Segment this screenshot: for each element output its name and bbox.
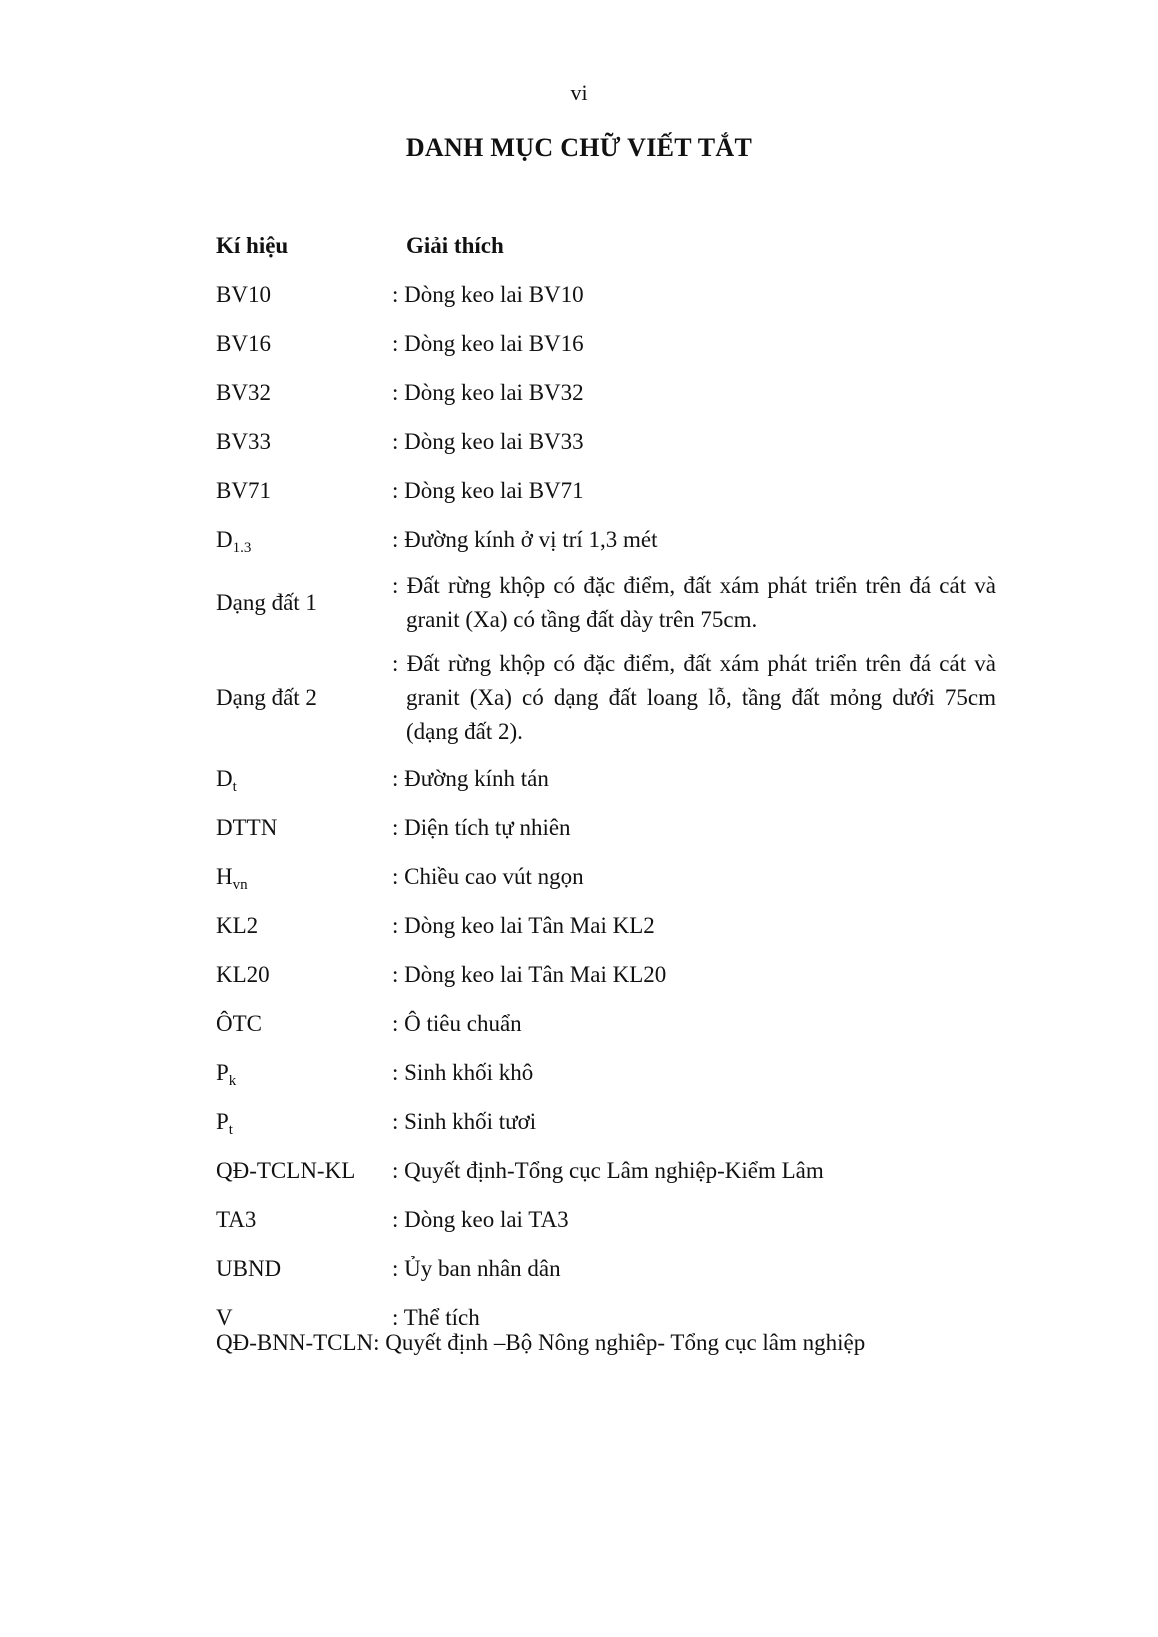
table-row (216, 319, 996, 368)
abbr-code: QĐ-TCLN-KL (216, 1157, 356, 1183)
table-row (216, 803, 996, 852)
abbr-code: $P_k$ (216, 1059, 237, 1089)
abbr-code: ÔTC (216, 1010, 262, 1036)
abbr-subscript: t (228, 1121, 233, 1138)
table-row (216, 754, 996, 803)
abbr-desc: : Dòng keo lai Tân Mai KL2 (392, 912, 655, 938)
abbr-code: BV33 (216, 428, 271, 454)
abbr-desc: : Sinh khối khô (392, 1059, 534, 1085)
abbr-code: $D_{1.3}$ (216, 526, 252, 556)
abbr-code: TA3 (216, 1206, 257, 1232)
abbr-subscript: vn (232, 876, 248, 893)
abbr-desc: : Ủy ban nhân dân (392, 1255, 561, 1281)
abbreviation-table (216, 222, 996, 1342)
abbr-code: BV32 (216, 379, 271, 405)
abbr-code: KL2 (216, 912, 259, 938)
table-header-row (216, 222, 996, 270)
abbr-code: BV10 (216, 281, 271, 307)
abbr-desc: : Đường kính ở vị trí 1,3 mét (392, 526, 658, 552)
abbr-code: UBND (216, 1255, 282, 1281)
table-row (216, 999, 996, 1048)
table-row (216, 1244, 996, 1293)
abbr-desc: : Đường kính tán (392, 765, 549, 791)
table-row (216, 852, 996, 901)
abbr-subscript: t (232, 778, 237, 795)
abbr-desc: : Dòng keo lai Tân Mai KL20 (392, 961, 667, 987)
abbr-subscript: 1.3 (232, 539, 252, 556)
abbr-desc: : Dòng keo lai TA3 (392, 1206, 569, 1232)
table-row (216, 1195, 996, 1244)
table-row (216, 368, 996, 417)
abbr-code: V (216, 1304, 233, 1330)
abbr-desc: : Dòng keo lai BV32 (392, 379, 584, 405)
abbr-code: BV16 (216, 330, 271, 356)
abbr-desc: : Quyết định-Tổng cục Lâm nghiệp-Kiểm Lâm (392, 1157, 824, 1183)
abbr-desc: : Diện tích tự nhiên (392, 814, 571, 840)
abbr-code: Dạng đất 1 (216, 590, 317, 615)
abbr-code: KL20 (216, 961, 270, 987)
table-row (216, 564, 996, 642)
abbr-code: DTTN (216, 814, 278, 840)
abbr-desc: : Sinh khối tươi (392, 1108, 537, 1134)
abbr-desc: : Đất rừng khộp có đặc điểm, đất xám phát triển trên đá cát và granit (Xa) có dạng đất loang lỗ, tầng đất mỏng dưới 75cm (dạng đất 2). (392, 651, 996, 744)
table-row (216, 417, 996, 466)
abbr-desc: : Đất rừng khộp có đặc điểm, đất xám phát triển trên đá cát và granit (Xa) có tầng đất dày trên 75cm. (392, 573, 996, 632)
table-row (216, 515, 996, 564)
abbr-desc: : Dòng keo lai BV71 (392, 477, 584, 503)
abbr-desc: : Chiều cao vút ngọn (392, 863, 584, 889)
page-number: vi (570, 80, 588, 105)
header-explanation: Giải thích (406, 233, 504, 258)
table-row (216, 1097, 996, 1146)
table-row (216, 466, 996, 515)
table-row (216, 950, 996, 999)
abbr-code: $H_{vn}$ (216, 863, 248, 893)
table-row (216, 1048, 996, 1097)
abbr-subscript: k (228, 1072, 237, 1089)
table-row (216, 642, 996, 754)
abbr-code: Dạng đất 2 (216, 685, 317, 710)
abbr-desc: : Dòng keo lai BV33 (392, 428, 584, 454)
page-title: DANH MỤC CHỮ VIẾT TẮT (405, 133, 753, 162)
abbr-code: BV71 (216, 477, 271, 503)
abbr-code: $P_t$ (216, 1108, 233, 1138)
abbr-desc: : Dòng keo lai BV10 (392, 281, 584, 307)
footer-abbreviation-line: QĐ-BNN-TCLN: Quyết định –Bộ Nông nghiêp- Tổng cục lâm nghiệp (216, 1330, 866, 1355)
abbr-desc: : Thể tích (392, 1304, 480, 1330)
abbr-code: $D_t$ (216, 765, 237, 795)
header-symbol: Kí hiệu (216, 233, 289, 258)
table-row (216, 270, 996, 319)
table-row (216, 901, 996, 950)
abbr-desc: : Ô tiêu chuẩn (392, 1010, 522, 1036)
table-row (216, 1146, 996, 1195)
abbr-desc: : Dòng keo lai BV16 (392, 330, 584, 356)
